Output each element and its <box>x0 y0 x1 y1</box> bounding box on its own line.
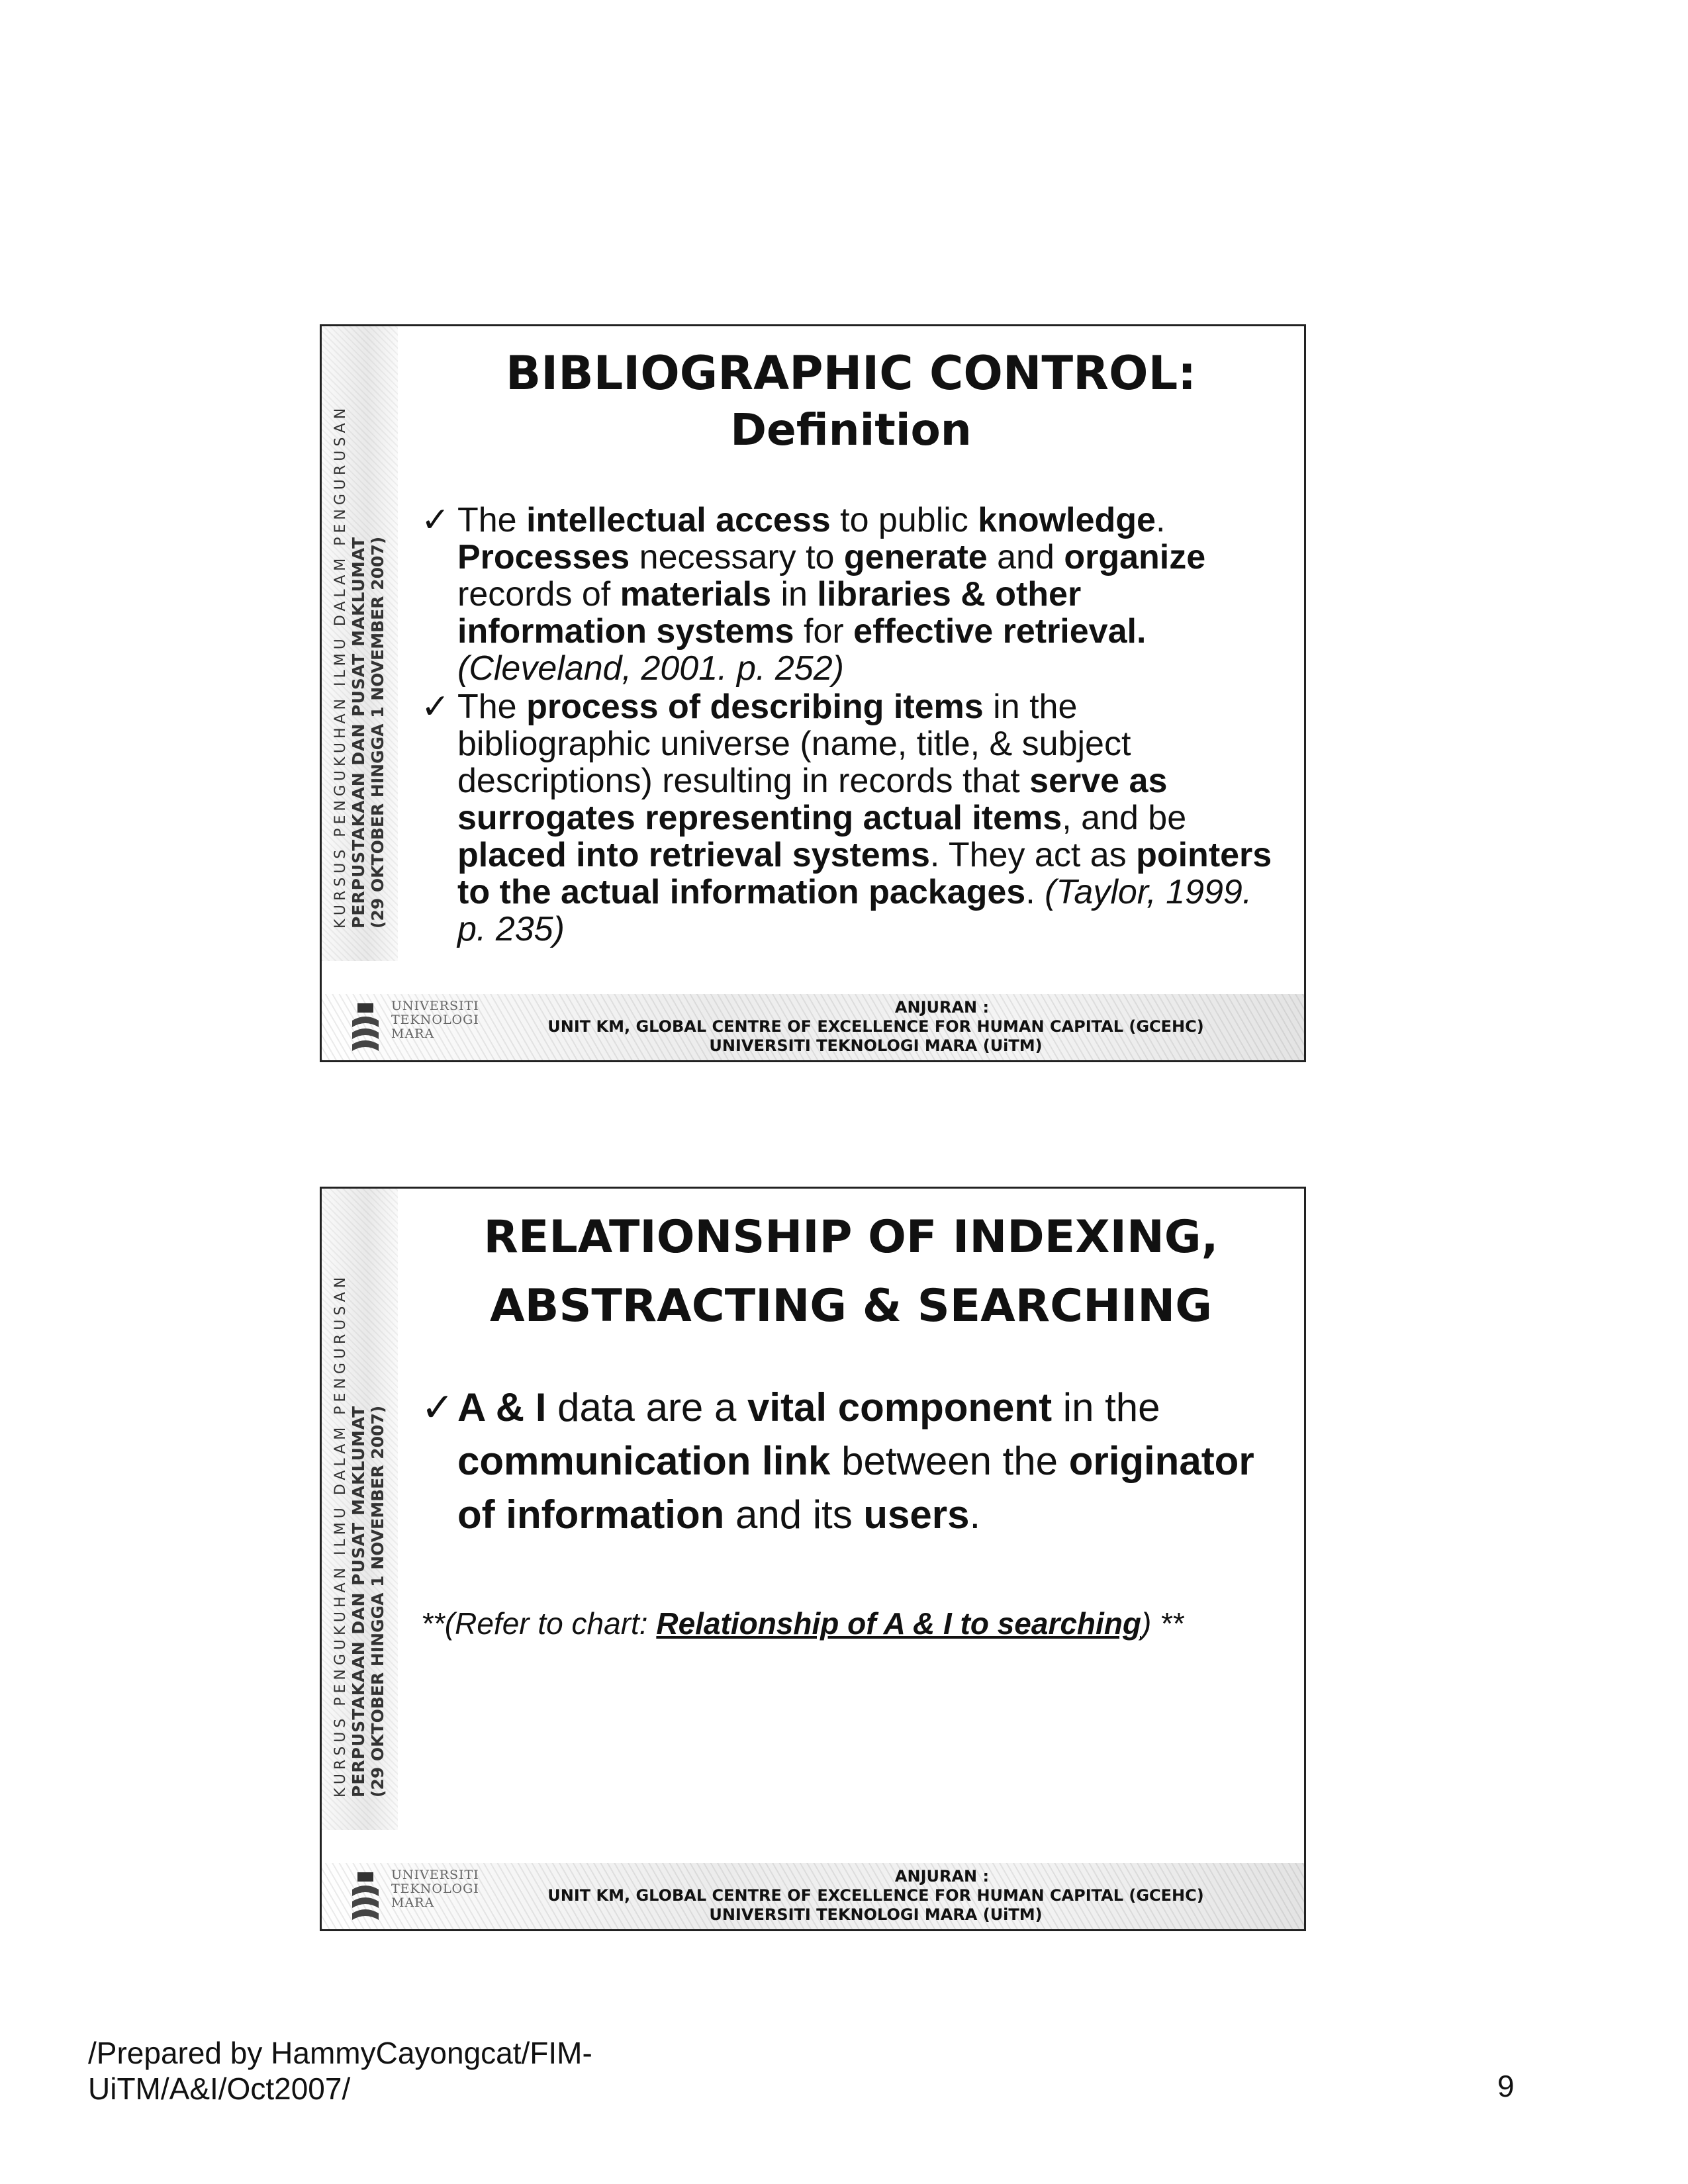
citation: (Taylor, 1999. p. 235) <box>457 873 1252 948</box>
text-run: in the bibliographic universe (name, title, & subject descriptions) resulting in records that <box>457 688 1131 800</box>
slide-relationship-indexing <box>320 1187 1306 1931</box>
footer-line-1: ANJURAN : <box>894 1867 990 1886</box>
chart-reference-link[interactable]: Relationship of A & I to searching <box>656 1606 1142 1641</box>
slide-bibliographic-control <box>320 324 1306 1062</box>
text-run: in the <box>1052 1385 1160 1430</box>
text-run: and its <box>724 1492 864 1537</box>
footer-line-2: UNIT KM, GLOBAL CENTRE OF EXCELLENCE FOR HUMAN CAPITAL (GCEHC) <box>547 1886 1204 1905</box>
checkmark-icon: ✓ <box>421 501 450 539</box>
logo-line: UNIVERSITI <box>391 999 479 1013</box>
footer-line-3: UNIVERSITI TEKNOLOGI MARA (UiTM) <box>709 1036 1043 1055</box>
footer-line-2: UNIT KM, GLOBAL CENTRE OF EXCELLENCE FOR HUMAN CAPITAL (GCEHC) <box>547 1017 1204 1036</box>
sidebar-course-text <box>322 399 398 929</box>
uitm-logo-text <box>391 1868 491 1910</box>
checkmark-icon: ✓ <box>421 688 450 726</box>
logo-line: UNIVERSITI <box>391 1868 479 1882</box>
bold-text: A & I <box>457 1385 547 1430</box>
chart-reference-note <box>421 1606 1184 1641</box>
bullet-item <box>421 1381 1278 1541</box>
sidebar-line-3: (29 OKTOBER HINGGA 1 NOVEMBER 2007) <box>368 1405 387 1797</box>
bold-text: process of describing items <box>526 688 984 726</box>
bold-text: materials <box>620 575 772 614</box>
slide-footer <box>322 994 1304 1060</box>
text-run: data are a <box>546 1385 747 1430</box>
text-run: between the <box>830 1439 1069 1483</box>
bullet-list <box>421 1381 1278 1543</box>
logo-line: TEKNOLOGI <box>391 1882 479 1896</box>
prepared-by-line-1: /Prepared by HammyCayongcat/FIM- <box>88 2036 592 2070</box>
citation: (Cleveland, 2001. p. 252) <box>457 649 844 688</box>
logo-line: MARA <box>391 1895 435 1910</box>
text-run: . <box>1155 501 1166 539</box>
text-run: . They act as <box>929 836 1137 874</box>
bold-text: placed into retrieval systems <box>457 836 930 874</box>
text-run: The <box>457 501 527 539</box>
text-run: for <box>794 612 854 651</box>
bold-text: serve as surrogates representing actual items <box>457 762 1168 837</box>
bold-text: users <box>863 1492 970 1537</box>
page-number: 9 <box>1497 2069 1515 2103</box>
slide-title-line-1: BIBLIOGRAPHIC CONTROL: <box>505 346 1197 400</box>
sidebar-course-text <box>322 1268 398 1797</box>
bold-text: effective retrieval. <box>853 612 1147 651</box>
slide-title-line-2: Definition <box>730 404 972 455</box>
slide-title <box>398 345 1304 459</box>
bold-text: originator of information <box>457 1439 1254 1537</box>
text-run: necessary to <box>630 538 844 576</box>
slide-title-line-2: ABSTRACTING & SEARCHING <box>489 1280 1213 1332</box>
checkmark-icon: ✓ <box>421 1385 455 1430</box>
text-run: . <box>969 1492 981 1537</box>
text-run: **(Refer to chart: <box>421 1606 657 1641</box>
prepared-by-footer <box>88 2035 592 2107</box>
footer-line-1: ANJURAN : <box>894 998 990 1017</box>
bold-text: libraries & other information systems <box>457 575 1082 651</box>
bold-text: organize <box>1064 538 1206 576</box>
text-run: to public <box>830 501 978 539</box>
bold-text: generate <box>843 538 988 576</box>
text-run: . <box>1025 873 1045 911</box>
slide-title-line-1: RELATIONSHIP OF INDEXING, <box>483 1211 1219 1263</box>
bullet-item <box>421 502 1278 687</box>
slide-footer <box>322 1863 1304 1929</box>
bullet-item <box>421 688 1278 948</box>
text-run: The <box>457 688 527 726</box>
footer-organizer-text <box>487 998 1264 1056</box>
footer-line-3: UNIVERSITI TEKNOLOGI MARA (UiTM) <box>709 1905 1043 1924</box>
text-run: , and be <box>1062 799 1187 837</box>
sidebar-line-2: PERPUSTAKAAN DAN PUSAT MAKLUMAT <box>349 1405 368 1797</box>
sidebar-line-2: PERPUSTAKAAN DAN PUSAT MAKLUMAT <box>349 536 368 929</box>
bold-text: pointers to the actual information packages <box>457 836 1272 911</box>
bold-text: communication link <box>457 1439 831 1483</box>
bold-text: vital component <box>747 1385 1053 1430</box>
footer-organizer-text <box>487 1867 1264 1925</box>
uitm-logo-icon <box>348 1001 383 1055</box>
sidebar-line-3: (29 OKTOBER HINGGA 1 NOVEMBER 2007) <box>368 536 387 929</box>
text-run: in <box>771 575 818 614</box>
bullet-list <box>421 502 1278 949</box>
slide-title <box>398 1203 1304 1341</box>
slide-sidebar <box>322 1189 398 1830</box>
text-run: and <box>987 538 1064 576</box>
logo-line: MARA <box>391 1026 435 1041</box>
sidebar-line-1: KURSUS PENGUKUHAN ILMU DALAM PENGURUSAN <box>332 404 349 929</box>
uitm-logo-text <box>391 999 491 1041</box>
prepared-by-line-2: UiTM/A&I/Oct2007/ <box>88 2071 351 2106</box>
uitm-logo-icon <box>348 1870 383 1924</box>
bold-text: Processes <box>457 538 630 576</box>
text-run: ) ** <box>1141 1606 1184 1641</box>
bold-text: knowledge <box>978 501 1156 539</box>
slide-sidebar <box>322 326 398 961</box>
logo-line: TEKNOLOGI <box>391 1013 479 1027</box>
text-run: records of <box>457 575 620 614</box>
bold-text: intellectual access <box>526 501 831 539</box>
sidebar-line-1: KURSUS PENGUKUHAN ILMU DALAM PENGURUSAN <box>332 1273 349 1797</box>
